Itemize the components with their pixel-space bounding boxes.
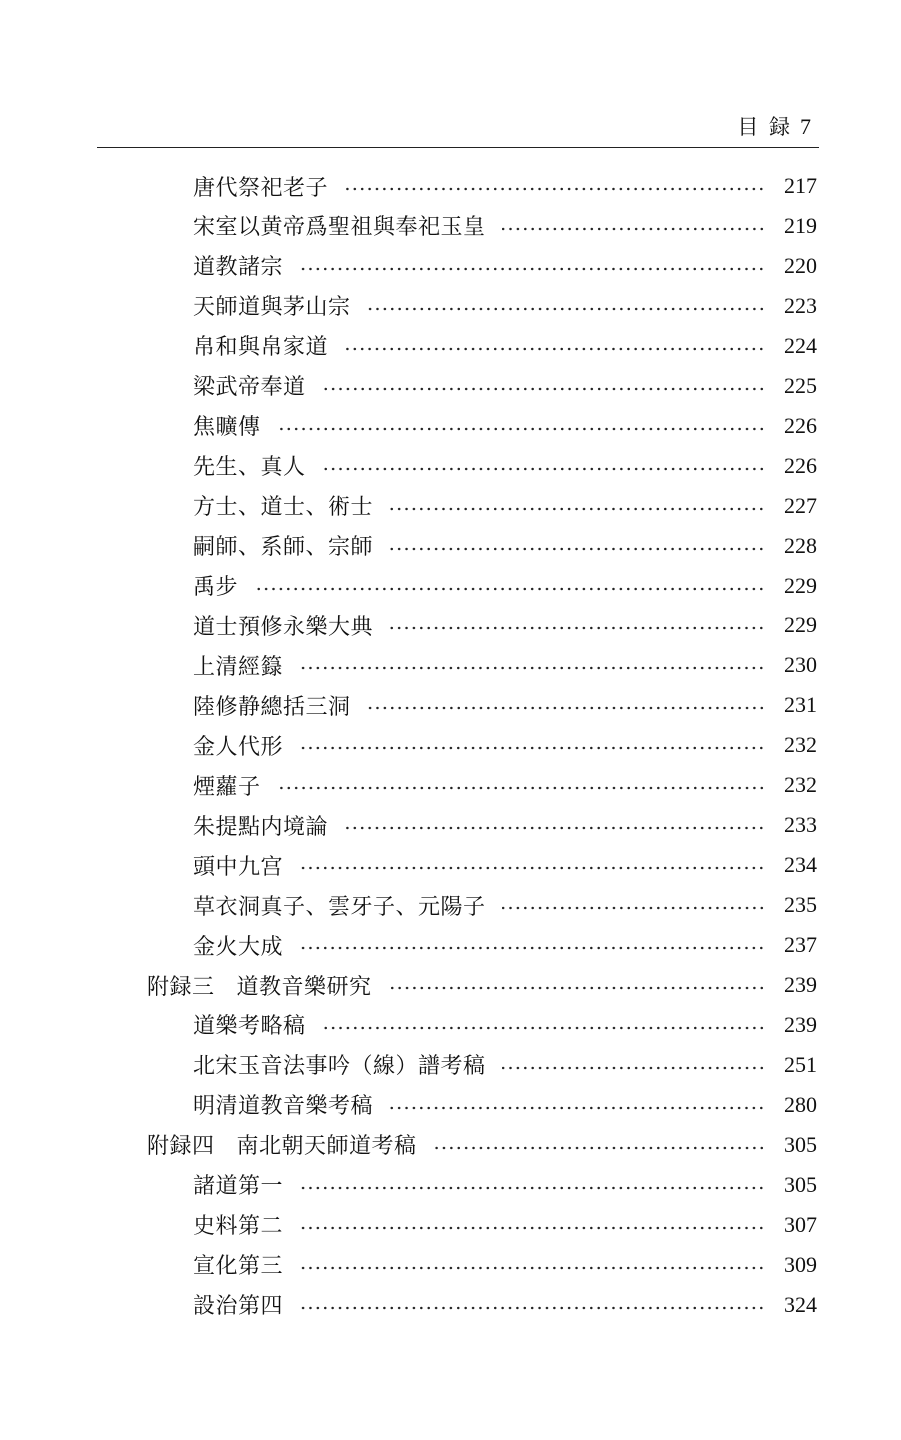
toc-page-number: 229 bbox=[784, 572, 817, 598]
toc-entry-title: 頭中九宫 bbox=[193, 854, 284, 880]
toc-entry bbox=[193, 1005, 817, 1045]
dot-leader bbox=[322, 387, 765, 391]
toc-entry-title: 天師道與茅山宗 bbox=[193, 295, 351, 321]
toc-entry-title: 道樂考略稿 bbox=[193, 1014, 306, 1040]
header-rule bbox=[97, 147, 819, 148]
toc-entry-title: 道士預修永樂大典 bbox=[193, 614, 374, 640]
toc-page-number: 220 bbox=[784, 252, 817, 278]
toc-page-number: 232 bbox=[784, 772, 817, 798]
toc-entry bbox=[193, 406, 817, 446]
toc-entry-title: 陸修静總括三洞 bbox=[193, 694, 351, 720]
toc-entry-title: 帛和與帛家道 bbox=[193, 335, 329, 361]
dot-leader bbox=[433, 1146, 765, 1150]
toc-section-label: 附録四 bbox=[147, 1134, 215, 1160]
toc-entry bbox=[193, 1165, 817, 1205]
toc-entry bbox=[193, 366, 817, 406]
toc-entry-title: 宣化第三 bbox=[193, 1254, 284, 1280]
dot-leader bbox=[322, 1026, 765, 1030]
running-header bbox=[737, 111, 813, 141]
toc-entry-title: 設治第四 bbox=[193, 1294, 284, 1320]
toc-page-number: 227 bbox=[784, 492, 817, 518]
toc-entry-title: 梁武帝奉道 bbox=[193, 375, 306, 401]
toc-page-number: 231 bbox=[784, 692, 817, 718]
dot-leader bbox=[299, 1306, 765, 1310]
toc-section-title: 南北朝天師道考稿 bbox=[236, 1134, 417, 1160]
toc-entry bbox=[193, 845, 817, 885]
dot-leader bbox=[389, 1106, 765, 1110]
toc-page-number: 223 bbox=[784, 292, 817, 318]
toc-entry-title: 金火大成 bbox=[193, 934, 284, 960]
dot-leader bbox=[299, 267, 765, 271]
dot-leader bbox=[389, 626, 765, 630]
dot-leader bbox=[389, 507, 765, 511]
toc-entry bbox=[193, 605, 817, 645]
toc-entry-title: 草衣洞真子、雲牙子、元陽子 bbox=[193, 894, 486, 920]
dot-leader bbox=[502, 1066, 765, 1070]
toc-entry bbox=[193, 685, 817, 725]
toc-entry-title bbox=[147, 970, 372, 1001]
toc-entry bbox=[193, 566, 817, 606]
toc-entry-title: 明清道教音樂考稿 bbox=[193, 1094, 374, 1120]
dot-leader bbox=[254, 587, 765, 591]
toc-entry-title: 道教諸宗 bbox=[193, 255, 284, 281]
toc-entry bbox=[193, 1085, 817, 1125]
toc-entry-title: 朱提點内境論 bbox=[193, 814, 329, 840]
toc-entry bbox=[193, 885, 817, 925]
toc-entry bbox=[193, 1045, 817, 1085]
toc-page-number: 219 bbox=[784, 212, 817, 238]
toc-page-number: 226 bbox=[784, 452, 817, 478]
toc-entry-title: 焦曠傳 bbox=[193, 415, 261, 441]
dot-leader bbox=[277, 786, 765, 790]
dot-leader bbox=[344, 187, 765, 191]
dot-leader bbox=[299, 1186, 765, 1190]
toc-entry bbox=[193, 1245, 817, 1285]
toc-page-number: 230 bbox=[784, 652, 817, 678]
toc-page-number: 307 bbox=[784, 1211, 817, 1237]
dot-leader bbox=[502, 906, 765, 910]
toc-entry-title: 上清經籙 bbox=[193, 654, 284, 680]
dot-leader bbox=[344, 347, 765, 351]
toc-entry-title: 北宋玉音法事吟（線）譜考稿 bbox=[193, 1054, 486, 1080]
dot-leader bbox=[344, 826, 765, 830]
toc-entry bbox=[193, 206, 817, 246]
toc-entry bbox=[193, 645, 817, 685]
toc-page-number: 232 bbox=[784, 732, 817, 758]
toc-entry bbox=[193, 765, 817, 805]
toc-page-number: 228 bbox=[784, 532, 817, 558]
dot-leader bbox=[367, 706, 765, 710]
toc-page-number: 280 bbox=[784, 1091, 817, 1117]
toc-section-entry bbox=[147, 965, 817, 1005]
dot-leader bbox=[367, 307, 765, 311]
toc-page-number: 224 bbox=[784, 332, 817, 358]
toc-entry bbox=[193, 286, 817, 326]
toc-entry-title: 禹步 bbox=[193, 575, 239, 600]
toc-page-number: 234 bbox=[784, 852, 817, 878]
toc-page-number: 309 bbox=[784, 1251, 817, 1277]
toc-entry bbox=[193, 725, 817, 765]
dot-leader bbox=[299, 1266, 765, 1270]
toc-page-number: 237 bbox=[784, 932, 817, 958]
toc-page-number: 233 bbox=[784, 812, 817, 838]
toc-entry bbox=[193, 446, 817, 486]
toc-entry bbox=[193, 925, 817, 965]
header-page-number: 7 bbox=[800, 114, 813, 139]
toc-page-number: 251 bbox=[784, 1051, 817, 1077]
dot-leader bbox=[299, 866, 765, 870]
toc-entry-title: 嗣師、系師、宗師 bbox=[193, 535, 374, 561]
dot-leader bbox=[389, 547, 765, 551]
toc-entry bbox=[193, 1285, 817, 1325]
toc-entry bbox=[193, 326, 817, 366]
dot-leader bbox=[299, 666, 765, 670]
toc-page-number: 229 bbox=[784, 612, 817, 638]
toc-section-label: 附録三 bbox=[147, 974, 215, 1000]
dot-leader bbox=[322, 467, 765, 471]
dot-leader bbox=[277, 427, 765, 431]
toc-entry-title: 方士、道士、術士 bbox=[193, 495, 374, 521]
dot-leader bbox=[388, 986, 765, 990]
toc-entry-title: 先生、真人 bbox=[193, 455, 306, 481]
toc-page-number: 239 bbox=[784, 1011, 817, 1037]
toc-entry bbox=[193, 1205, 817, 1245]
toc-section-title: 道教音樂研究 bbox=[236, 974, 372, 1000]
toc-page-number: 226 bbox=[784, 412, 817, 438]
toc-entry bbox=[193, 486, 817, 526]
dot-leader bbox=[502, 227, 765, 231]
dot-leader bbox=[299, 1226, 765, 1230]
toc-page-number: 305 bbox=[784, 1171, 817, 1197]
toc-entry bbox=[193, 526, 817, 566]
dot-leader bbox=[299, 946, 765, 950]
toc-entry bbox=[193, 805, 817, 845]
toc-entry-title: 唐代祭祀老子 bbox=[193, 175, 329, 201]
toc-entry-title bbox=[147, 1129, 417, 1160]
toc-entry-title: 煙蘿子 bbox=[193, 774, 261, 800]
dot-leader bbox=[299, 746, 765, 750]
toc-page-number: 217 bbox=[784, 173, 817, 198]
toc-entry bbox=[193, 166, 817, 206]
toc-page-number: 239 bbox=[784, 972, 817, 997]
toc-page-number: 324 bbox=[784, 1291, 817, 1317]
toc-page-number: 225 bbox=[784, 372, 817, 398]
toc-entry-title: 諸道第一 bbox=[193, 1174, 284, 1200]
toc-entry-title: 史料第二 bbox=[193, 1214, 284, 1240]
toc-page-number: 235 bbox=[784, 892, 817, 918]
toc-entry-title: 金人代形 bbox=[193, 734, 284, 760]
toc-entry bbox=[193, 246, 817, 286]
toc-section-entry bbox=[147, 1125, 817, 1165]
toc-page-number: 305 bbox=[784, 1131, 817, 1157]
toc-entry-title: 宋室以黄帝爲聖祖與奉祀玉皇 bbox=[193, 215, 486, 241]
header-title: 目 録 bbox=[737, 115, 792, 139]
